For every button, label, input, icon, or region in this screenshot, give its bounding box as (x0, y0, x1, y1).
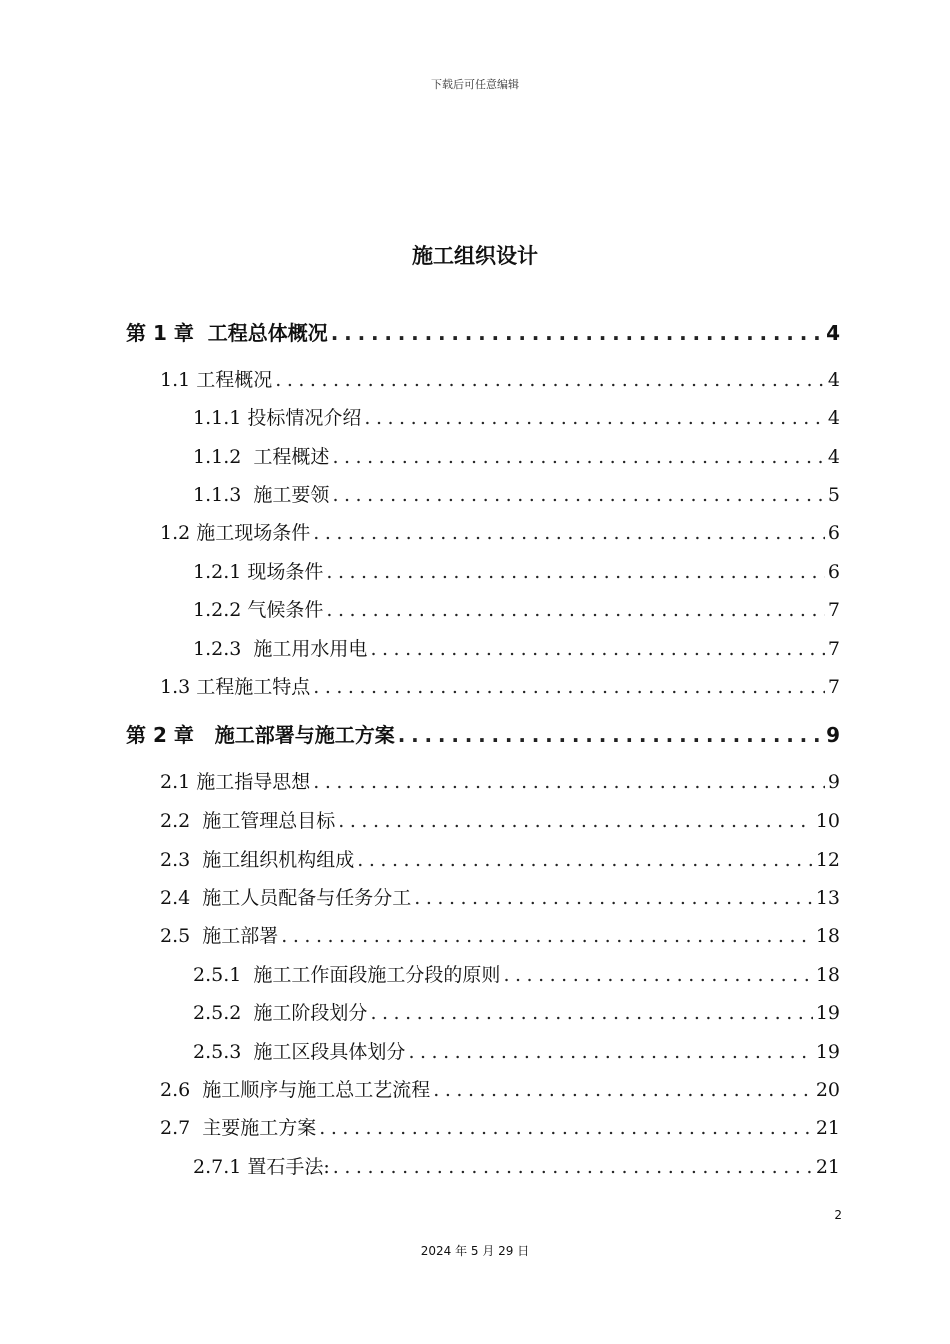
toc-entry-label: 2.3 施工组织机构组成 (160, 849, 355, 871)
toc-dot-leader (398, 723, 823, 747)
toc-entry[interactable] (193, 631, 840, 661)
toc-entry-page: 20 (815, 1079, 840, 1101)
toc-entry[interactable] (160, 669, 840, 699)
toc-entry-page: 13 (815, 887, 840, 909)
toc-entry[interactable] (193, 439, 840, 469)
toc-entry-label: 1.2.1 现场条件 (193, 561, 324, 583)
toc-dot-leader (332, 483, 824, 507)
toc-entry-label: 2.6 施工顺序与施工总工艺流程 (160, 1079, 431, 1101)
toc-entry-label: 第 2 章 施工部署与施工方案 (126, 723, 395, 747)
toc-entry-label: 1.1.2 工程概述 (193, 446, 330, 468)
toc-entry-label: 2.7 主要施工方案 (160, 1117, 317, 1139)
toc-entry-page: 7 (827, 676, 840, 698)
toc-dot-leader (370, 1001, 812, 1025)
toc-entry[interactable] (160, 842, 840, 872)
toc-entry[interactable] (193, 400, 840, 430)
toc-entry-page: 18 (815, 964, 840, 986)
toc-entry-page: 12 (815, 849, 840, 871)
toc-dot-leader (319, 1116, 813, 1140)
toc-entry-page: 19 (815, 1041, 840, 1063)
toc-entry-page: 19 (815, 1002, 840, 1024)
toc-entry[interactable] (193, 957, 840, 987)
toc-dot-leader (364, 406, 825, 430)
toc-entry-page: 7 (827, 599, 840, 621)
toc-dot-leader (313, 675, 825, 699)
toc-dot-leader (503, 963, 812, 987)
toc-entry-label: 2.5.3 施工区段具体划分 (193, 1041, 406, 1063)
toc-entry-label: 1.3 工程施工特点 (160, 676, 311, 698)
toc-dot-leader (370, 637, 824, 661)
toc-entry[interactable] (193, 1034, 840, 1064)
toc-entry-page: 10 (815, 810, 840, 832)
toc-entry-label: 1.1.1 投标情况介绍 (193, 407, 362, 429)
toc-entry-page: 18 (815, 925, 840, 947)
toc-entry-page: 21 (815, 1156, 840, 1178)
toc-dot-leader (408, 1040, 812, 1064)
toc-entry-page: 4 (827, 369, 840, 391)
toc-dot-leader (326, 560, 825, 584)
toc-entry[interactable] (160, 362, 840, 392)
toc-entry-label: 1.1 工程概况 (160, 369, 273, 391)
toc-entry-label: 2.2 施工管理总目标 (160, 810, 336, 832)
toc-entry-page: 4 (827, 446, 840, 468)
toc-entry[interactable] (160, 1072, 840, 1102)
toc-dot-leader (275, 368, 825, 392)
toc-entry-label: 2.5 施工部署 (160, 925, 279, 947)
toc-entry-page: 21 (815, 1117, 840, 1139)
toc-entry[interactable] (193, 592, 840, 622)
toc-entry-label: 1.2.3 施工用水用电 (193, 638, 368, 660)
toc-dot-leader (338, 809, 813, 833)
toc-entry-label: 2.5.2 施工阶段划分 (193, 1002, 368, 1024)
page-number: 2 (834, 1208, 842, 1222)
toc-dot-leader (332, 445, 824, 469)
toc-dot-leader (326, 598, 825, 622)
toc-dot-leader (313, 770, 825, 794)
toc-entry-label: 2.4 施工人员配备与任务分工 (160, 887, 412, 909)
toc-entry[interactable] (193, 477, 840, 507)
toc-dot-leader (313, 521, 825, 545)
toc-entry[interactable] (160, 803, 840, 833)
toc-entry-label: 1.1.3 施工要领 (193, 484, 330, 506)
toc-entry-label: 2.5.1 施工工作面段施工分段的原则 (193, 964, 501, 986)
toc-entry-label: 2.7.1 置石手法: (193, 1156, 330, 1178)
toc-entry[interactable] (160, 880, 840, 910)
toc-chapter-entry[interactable] (126, 315, 840, 345)
toc-entry[interactable] (160, 1110, 840, 1140)
toc-dot-leader (333, 1155, 813, 1179)
toc-entry[interactable] (160, 764, 840, 794)
toc-entry-label: 第 1 章 工程总体概况 (126, 321, 328, 345)
header-note: 下载后可任意编辑 (431, 78, 519, 91)
toc-dot-leader (433, 1078, 813, 1102)
toc-entry-label: 1.2.2 气候条件 (193, 599, 324, 621)
toc-entry-page: 4 (826, 321, 840, 345)
footer-date: 2024 年 5 月 29 日 (420, 1244, 530, 1258)
toc-entry-page: 4 (827, 407, 840, 429)
toc-entry[interactable] (193, 1149, 840, 1179)
toc-entry-page: 9 (826, 723, 840, 747)
toc-dot-leader (357, 848, 813, 872)
toc-chapter-entry[interactable] (126, 717, 840, 747)
toc-entry-page: 7 (827, 638, 840, 660)
toc-dot-leader (414, 886, 813, 910)
toc-entry-page: 6 (827, 561, 840, 583)
toc-dot-leader (331, 321, 823, 345)
toc-entry[interactable] (193, 554, 840, 584)
toc-entry[interactable] (160, 918, 840, 948)
toc-entry-page: 5 (827, 484, 840, 506)
document-title: 施工组织设计 (412, 244, 538, 268)
toc-dot-leader (281, 924, 813, 948)
toc-entry-label: 1.2 施工现场条件 (160, 522, 311, 544)
toc-entry-page: 9 (827, 771, 840, 793)
toc-entry[interactable] (193, 995, 840, 1025)
toc-entry-label: 2.1 施工指导思想 (160, 771, 311, 793)
toc-entry-page: 6 (827, 522, 840, 544)
toc-entry[interactable] (160, 515, 840, 545)
